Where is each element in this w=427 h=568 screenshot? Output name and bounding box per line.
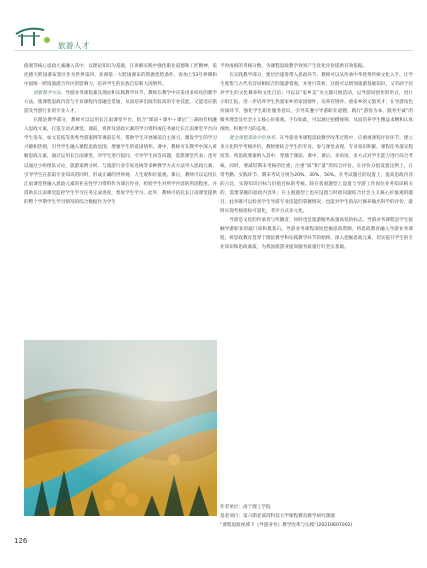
- paragraph: 在实践教学部分，要层层递进带入思政环节。教师可以从传承中华优秀传统文化入手，让学生收集与古代名诗词相结合的旅游景观，并进行赏析，这既可以增加旅游基础知识，又有助于培养学生的文化修养和文化自信；可以以“家乡美”为主题开展活动，以导游词创作的形式，进行小组汇报，进一步培养学生热爱家乡的家国情怀，培养有情怀、重家乡的文旅英才；在导游角色扮演环节，强化学生职业服务意识，引导其遵守导游职业道德，践行“游客为本，服务至诚”的服务理念及社会主义核心价值观。不仅如此，可以通过拍摄视频，从而培养学生精益求精和认真细致、积极学习的态度。: [220, 73, 413, 133]
- section-category: 旅游人才: [58, 41, 90, 50]
- author-info: [220, 503, 420, 530]
- paragraph: 创新教学方法。导游业务课程兼具理论和实践教学环节，教师在教学中应采用多样化的教学方法，使课程思政内容与专业课程内容融会贯通，从而培养出既有较高的专业技能，又能适应旅游及导游行业的专业人才。: [24, 91, 217, 115]
- article-left-column: [24, 62, 217, 207]
- section-header: [14, 14, 134, 48]
- paragraph: 导游是文化的传承者与传播者，同时也是旅游服务质量高低的标志。导游业务课程是学生接触导游职业的敲门砖和奠基石。导游业务课程深度挖掘思政资源，将思政教育融入导游业务课程，将思政教育贯穿于理论教学和实践教学环节的始终，深入挖掘思政元素，切实提升学生的专业知识和思政素质，为我国旅游业提高服务质量打好坚实基础。: [220, 217, 413, 250]
- river-forest-photo: [24, 340, 217, 516]
- funding-info: 基金项目：第六期北部湾科技大学课程教育教学研究课题: [220, 514, 335, 519]
- tourism-logo-icon: [14, 24, 54, 48]
- article-right-column: [220, 62, 413, 252]
- header-divider: [14, 50, 413, 51]
- page-number: 126: [14, 537, 28, 545]
- paragraph: 值观等核心思政元素融入其中，以理论知识为基础，在讲解实践中强化职业道德和工匠精神，依托德天跨国瀑布景区作为世界第四、亚洲第一大跨国瀑布的资源优势条件，再加上53号界碑和中国唯一跨境旅游合作区的影响力，培养学生的民族自信和大国情怀。: [24, 64, 217, 88]
- paragraph: 健全课程思政评价体系。在导游业务课程思政教学改革过程中，应重视课程评价环节，建立多元化科学考核评价，教师要结合学生的专业、参与课堂表现、专业知识积累，课程任务落实程度等，将思政要素纳入其中，穿插于课前、课中、课后、多角度、多方式对学生能力进行综合考核，同时，要减轻期末考核的比重，注重“质”和“量”的综合评价。在评价分值设置比例上，日常考勤、实践环节、期末考试分别为20%、30%、50%。在考试题目的设置上，提高思政内容的占比，实现知识目标与价值目标的考核。除在客观题型上设置与导游工作岗位业务知识相关的，需要掌握的思政内容外；在主观题型上也应设置与时政问题结合社会主义核心价值观的题目，此举既可以检查学生导游专业技能的掌握情况，也能对学生的品行修养做出科学的评价，最终实现考核指标可量化，考评方式多元化。: [220, 136, 413, 214]
- author-unit: 作者单位：南宁理工学院: [220, 505, 271, 510]
- paragraph: 在理论教学部分，教师可以运用长江雨课堂平台，结合“课前＋课中＋课后”三部曲有机融入思政元素，打造互动式课堂。课前，将涉及思政元素的学习资料或任务通过长江雨课堂平台向学生发布，如文花枝等优秀导游案例等课前任务，帮助学生开展课前自主预习，激发学生的学习兴趣和热情，引导学生融入课程思政氛围，增强学生的爱国情怀。课中，教师可在教学中深入讲解思政元素，通过运用长江雨课堂，对学生进行提问，引导学生回答问题，选派课堂代表；也可以通过小组组队讨论、旅游案例分析、与旅游行业专家连线等多种教学方式方法导入思政元素，引导学生在获取专业知识的同时，形成正确的世界观、人生观和价值观。课后，教师可以运用长江雨课堂将融入思政元素的补充性学习资料作为课后作业，检验学生对所学内容的巩固程度，并借助长江雨课堂监控学生学习任务完成进度，督促学生学习。此外，教师可依托长江雨课堂提供的整个学期学生学习情况的综合数据作为学生: [24, 118, 217, 205]
- funding-project: “课程思政视域下《导游业务》教学改革与实践”(20210607002): [220, 523, 353, 528]
- paragraph: 平时成绩的考核分数，为课程思政教学效果产生优化评价提供有效依据。: [220, 64, 368, 69]
